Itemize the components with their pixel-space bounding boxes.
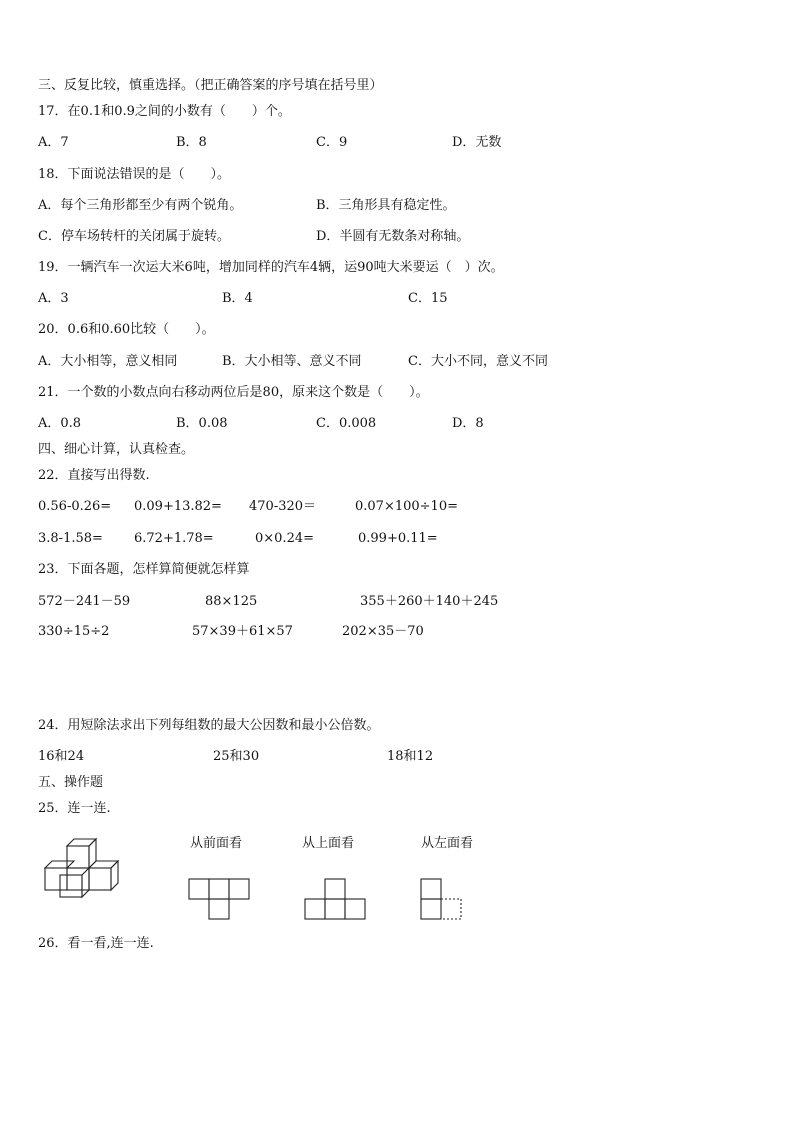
q23-expr: 202×35－70 xyxy=(342,624,424,639)
q24-item: 18和12 xyxy=(387,749,434,764)
q17-option-d: D．无数 xyxy=(452,135,502,150)
q26-stem: 26．看一看,连一连. xyxy=(38,936,154,951)
q20-option-c: C．大小不同，意义不同 xyxy=(408,354,548,369)
left-view-figure xyxy=(420,878,466,922)
q17-option-b: B．8 xyxy=(176,135,207,150)
q22-expr: 0.07×100÷10= xyxy=(355,499,458,514)
q22-expr: 0.09+13.82= xyxy=(134,499,222,514)
q22-expr: 0.99+0.11= xyxy=(358,531,438,546)
q18-option-a: A．每个三角形都至少有两个锐角。 xyxy=(38,198,243,213)
q17-option-a: A．7 xyxy=(38,135,69,150)
q21-option-b: B．0.08 xyxy=(176,416,228,431)
q22-expr: 0×0.24= xyxy=(255,531,315,546)
q23-expr: 572－241－59 xyxy=(38,594,131,609)
section-4-title: 四、细心计算，认真检查。 xyxy=(38,442,195,457)
section-5-title: 五、操作题 xyxy=(38,775,104,790)
q23-expr: 355＋260＋140＋245 xyxy=(360,594,499,609)
q22-expr: 0.56-0.26= xyxy=(38,499,112,514)
q24-stem: 24．用短除法求出下列每组数的最大公因数和最小公倍数。 xyxy=(38,718,380,733)
q18-option-c: C．停车场转杆的关闭属于旋转。 xyxy=(38,229,230,244)
q17-stem: 17．在0.1和0.9之间的小数有（ ）个。 xyxy=(38,104,291,119)
q18-option-d: D．半圆有无数条对称轴。 xyxy=(316,229,470,244)
section-3-title: 三、反复比较，慎重选择。（把正确答案的序号填在括号里） xyxy=(38,78,383,93)
q22-stem: 22．直接写出得数. xyxy=(38,468,150,483)
q19-option-c: C．15 xyxy=(408,291,448,306)
q24-item: 16和24 xyxy=(38,749,85,764)
q18-option-b: B．三角形具有稳定性。 xyxy=(316,198,456,213)
q22-expr: 3.8-1.58= xyxy=(38,531,103,546)
q21-stem: 21．一个数的小数点向右移动两位后是80，原来这个数是（ ）。 xyxy=(38,385,429,400)
top-view-figure xyxy=(304,878,368,922)
q17-option-c: C．9 xyxy=(316,135,348,150)
q23-stem: 23．下面各题，怎样算简便就怎样算 xyxy=(38,562,250,577)
q19-option-b: B．4 xyxy=(222,291,253,306)
q20-stem: 20．0.6和0.60比较（ ）。 xyxy=(38,322,215,337)
q20-option-a: A．大小相等，意义相同 xyxy=(38,354,178,369)
q19-option-a: A．3 xyxy=(38,291,69,306)
view-label-front: 从前面看 xyxy=(190,836,243,851)
q19-stem: 19．一辆汽车一次运大米6吨，增加同样的汽车4辆，运90吨大米要运（ ）次。 xyxy=(38,260,504,275)
q23-expr: 57×39＋61×57 xyxy=(192,624,293,639)
cube-stack-figure xyxy=(42,834,138,900)
q21-option-a: A．0.8 xyxy=(38,416,82,431)
q25-stem: 25．连一连. xyxy=(38,801,111,816)
q23-expr: 88×125 xyxy=(205,594,258,609)
q21-option-c: C．0.008 xyxy=(316,416,377,431)
q20-option-b: B．大小相等、意义不同 xyxy=(222,354,362,369)
q23-expr: 330÷15÷2 xyxy=(38,624,110,639)
front-view-figure xyxy=(188,878,252,922)
q21-option-d: D．8 xyxy=(452,416,484,431)
view-label-left: 从左面看 xyxy=(421,836,474,851)
q22-expr: 6.72+1.78= xyxy=(134,531,214,546)
q18-stem: 18．下面说法错误的是（ ）。 xyxy=(38,167,231,182)
q24-item: 25和30 xyxy=(213,749,260,764)
view-label-top: 从上面看 xyxy=(302,836,355,851)
q22-expr: 470-320＝ xyxy=(249,499,317,514)
